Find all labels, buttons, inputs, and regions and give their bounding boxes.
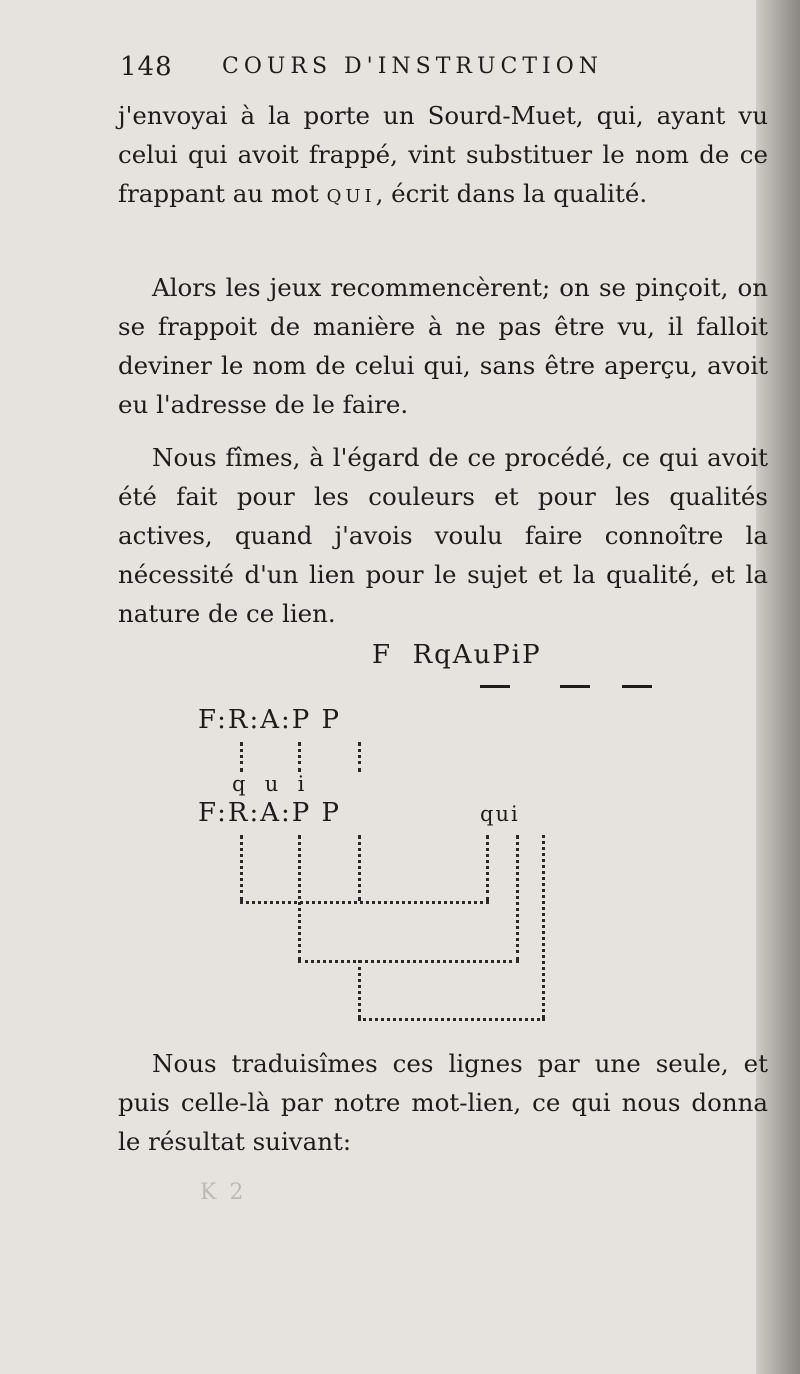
diagram-qui-spread: q u i <box>232 772 307 796</box>
connector-v10 <box>358 960 361 1018</box>
running-head: COURS D'INSTRUCTION <box>222 54 603 79</box>
paragraph-2: Alors les jeux recommencèrent; on se pinçoit, on se frappoit de manière à ne pas être vu, il falloit deviner le nom de celui qui, sans être aperçu, avoit eu l'adresse de le faire. <box>118 273 768 419</box>
paragraph-4: Nous traduisîmes ces lignes par une seule, et puis celle-là par notre mot-lien, ce qui nous donna le résultat suivant: <box>118 1049 768 1156</box>
connector-v6 <box>358 835 361 901</box>
connector-h3 <box>358 1018 545 1021</box>
connector-v9 <box>542 835 545 1018</box>
paragraph-3: Nous fîmes, à l'égard de ce procédé, ce qui avoit été fait pour les couleurs et pour les qualités actives, quand j'avois voulu faire connoître la nécessité d'un lien pour le sujet et la qualité, et la nature de ce lien. <box>118 443 768 628</box>
diagram-line-1: F:R:A:P P <box>198 705 341 735</box>
connector-h1 <box>240 901 489 904</box>
small-caps-word: QUI <box>326 186 376 207</box>
signature-mark: K 2 <box>200 1180 247 1205</box>
connector-v8 <box>516 835 519 961</box>
formula-bar-2 <box>560 685 590 688</box>
formula-bar-3 <box>622 685 652 688</box>
connector-h2 <box>298 960 519 963</box>
connector-v7 <box>486 835 489 901</box>
connector-v5 <box>298 835 301 961</box>
connector-v4 <box>240 835 243 901</box>
page-number: 148 <box>120 52 173 82</box>
connector-v1 <box>240 742 243 772</box>
paragraph-1-text-b: , écrit dans la qualité. <box>375 179 648 208</box>
connector-v3 <box>358 742 361 772</box>
diagram-line-2: F:R:A:P P <box>198 798 341 828</box>
paragraph-1-text-a: j'envoyai à la porte un Sourd-Muet, qui, ayant vu celui qui avoit frappé, vint substituer le nom de ce frappant au mot <box>118 101 768 208</box>
formula-bar-1 <box>480 685 510 688</box>
connector-v2 <box>298 742 301 772</box>
diagram-formula: F RqAuPiP <box>372 640 542 670</box>
diagram-qui-word: qui <box>480 802 520 826</box>
